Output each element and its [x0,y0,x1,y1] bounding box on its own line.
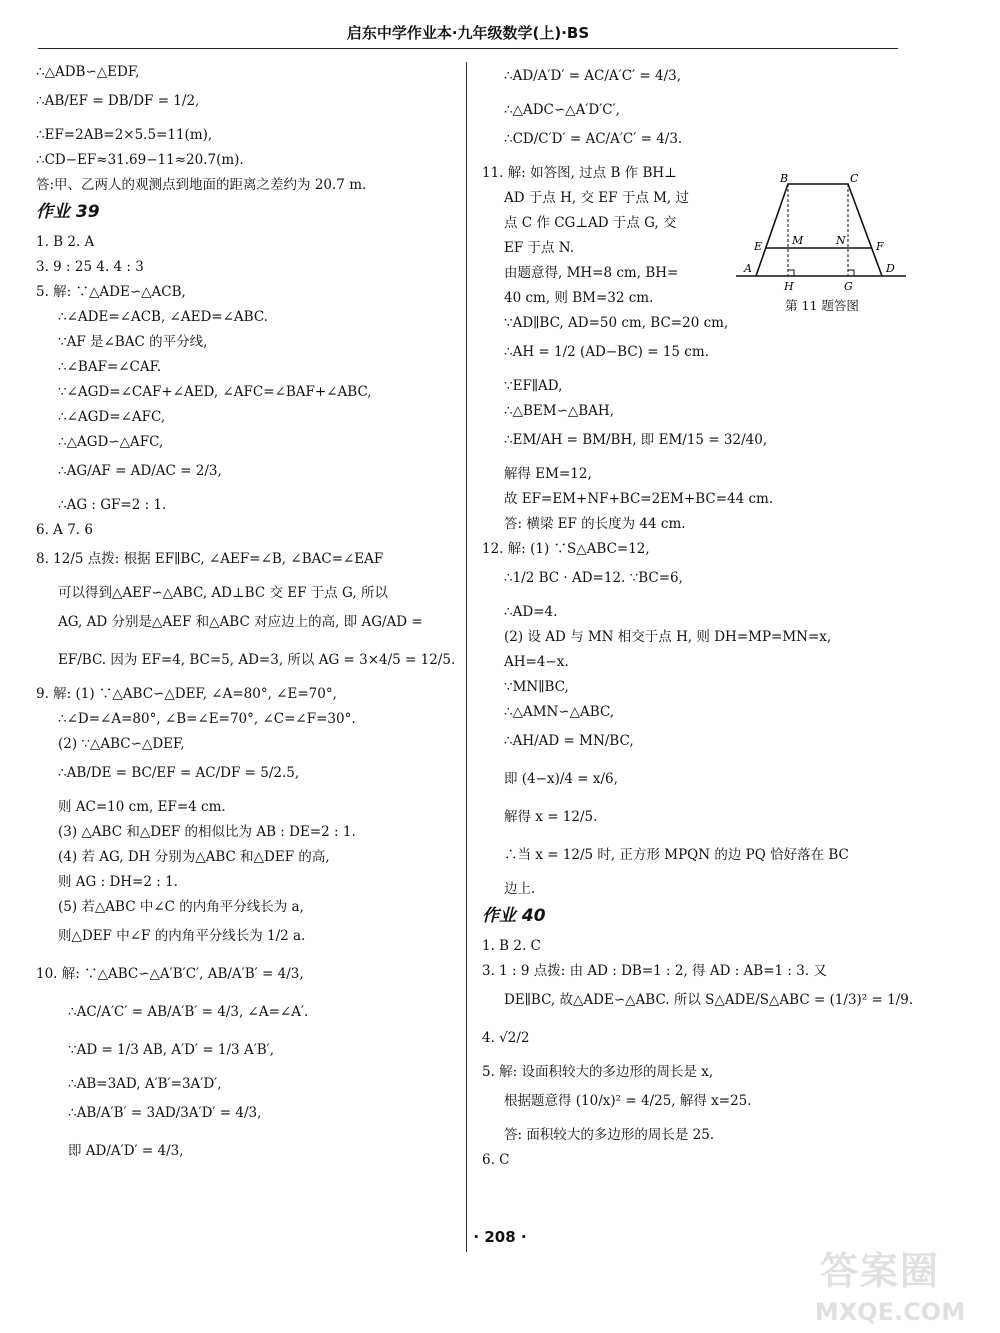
text-line: ∴△AGD∽△AFC, [58,434,164,450]
text-line: ∴AD/A′D′ = AC/A′C′ = 4/3, [504,68,682,84]
text-line: ∴△AMN∽△ABC, [504,704,615,720]
text-line: ∴AG/AF = AD/AC = 2/3, [58,463,222,479]
text-line: (3) △ABC 和△DEF 的相似比为 AB : DE=2 : 1. [58,824,356,840]
text-line: AG, AD 分别是△AEF 和△ABC 对应边上的高, 即 AG/AD = [58,614,423,630]
page-header: 启东中学作业本·九年级数学(上)·BS [346,24,590,42]
text-line: ∴AB=3AD, A′B′=3A′D′, [68,1076,222,1092]
text-line: 4. √2/2 [482,1030,530,1046]
text-line: 答: 横梁 EF 的长度为 44 cm. [504,516,686,532]
text-line: ∵EF∥AD, [504,378,563,394]
label-e: E [754,240,763,253]
column-divider [466,62,467,1252]
text-line: ∴∠AGD=∠AFC, [58,409,166,425]
text-line: 则△DEF 中∠F 的内角平分线长为 1/2 a. [58,928,306,944]
text-line: ∴AC/A′C′ = AB/A′B′ = 4/3, ∠A=∠A′. [68,1004,309,1020]
trapezoid-outline [756,184,882,276]
text-line: 12. 解: (1) ∵S△ABC=12, [482,541,650,557]
right-angle-g [848,270,854,276]
figure-caption: 第 11 题答图 [785,298,859,313]
page-number: · 208 · [473,1228,527,1246]
text-line: 11. 解: 如答图, 过点 B 作 BH⊥ [482,165,677,181]
text-line: ∴∠BAF=∠CAF. [58,359,162,375]
text-line: 答:甲、乙两人的观测点到地面的距离之差约为 20.7 m. [36,177,367,193]
text-line: 3. 9 : 25 4. 4 : 3 [36,259,144,275]
text-line: ∵∠AGD=∠CAF+∠AED, ∠AFC=∠BAF+∠ABC, [58,384,372,400]
label-h: H [784,280,794,293]
text-line: ∴AD=4. [504,604,558,620]
text-line: ∴△ADB∽△EDF, [36,64,140,80]
text-line: 5. 解: 设面积较大的多边形的周长是 x, [482,1064,714,1080]
text-line: 6. C [482,1152,510,1168]
text-line: 边上. [504,881,536,897]
text-line: 则 AC=10 cm, EF=4 cm. [58,799,226,815]
text-line: 由题意得, MH=8 cm, BH= [504,265,679,281]
text-line: DE∥BC, 故△ADE∽△ABC. 所以 S△ADE/S△ABC = (1/3)² = 1/9. [504,992,914,1008]
text-line: 解得 EM=12, [504,466,592,482]
text-line: 即 (4−x)/4 = x/6, [504,771,618,787]
text-line: 10. 解: ∵△ABC∽△A′B′C′, AB/A′B′ = 4/3, [36,966,304,982]
text-line: ∵AD = 1/3 AB, A′D′ = 1/3 A′B′, [68,1042,275,1058]
section-heading: 作业 40 [482,906,546,926]
section-heading: 作业 39 [36,202,100,222]
text-line: ∴AB/EF = DB/DF = 1/2, [36,93,200,109]
right-angle-h [788,270,794,276]
text-line: ∴∠D=∠A=80°, ∠B=∠E=70°, ∠C=∠F=30°. [58,711,356,727]
text-line: (2) 设 AD 与 MN 相交于点 H, 则 DH=MP=MN=x, [504,629,832,645]
text-line: EF 于点 N. [504,240,575,256]
label-d: D [886,262,895,275]
text-line: 故 EF=EM+NF+BC=2EM+BC=44 cm. [504,491,774,507]
text-line: ∵MN∥BC, [504,679,569,695]
text-line: ∴1/2 BC · AD=12. ∵BC=6, [504,570,683,586]
text-line: ∴CD/C′D′ = AC/A′C′ = 4/3. [504,131,683,147]
label-n: N [836,234,846,247]
watermark [810,1236,970,1326]
text-line: ∴EM/AH = BM/BH, 即 EM/15 = 32/40, [504,432,768,448]
text-line: ∴EF=2AB=2×5.5=11(m), [36,127,213,143]
watermark-text: MXQE.COM [814,1298,966,1326]
text-line: ∴AB/DE = BC/EF = AC/DF = 5/2.5, [58,765,300,781]
text-line: ∴AG : GF=2 : 1. [58,497,167,513]
label-c: C [850,172,859,185]
text-line: ∴AH/AD = MN/BC, [504,733,634,749]
left-column [36,60,456,1173]
text-line: 1. B 2. A [36,234,95,250]
text-line: ∴AH = 1/2 (AD−BC) = 15 cm. [504,344,709,360]
text-line: 8. 12/5 点拨: 根据 EF∥BC, ∠AEF=∠B, ∠BAC=∠EAF [36,551,384,567]
label-b: B [780,172,789,185]
text-line: 答: 面积较大的多边形的周长是 25. [504,1127,715,1143]
text-line: EF/BC. 因为 EF=4, BC=5, AD=3, 所以 AG = 3×4/5 = 12/5. [58,652,456,668]
text-line: ∴∠ADE=∠ACB, ∠AED=∠ABC. [58,309,268,325]
text-line: ∴CD−EF≈31.69−11≈20.7(m). [36,152,244,168]
text-line: AH=4−x. [504,654,569,670]
text-line: ∵AF 是∠BAC 的平分线, [58,334,208,350]
text-line: 9. 解: (1) ∵△ABC∽△DEF, ∠A=80°, ∠E=70°, [36,686,337,702]
text-line: (4) 若 AG, DH 分别为△ABC 和△DEF 的高, [58,849,330,865]
text-line: (2) ∵△ABC∽△DEF, [58,736,185,752]
trapezoid-diagram [736,172,908,294]
text-line: 即 AD/A′D′ = 4/3, [68,1143,184,1159]
text-line: ∴△ADC∽△A′D′C′, [504,102,620,118]
watermark-glyph: 答案圈 [820,1249,941,1293]
text-line: ∴AB/A′B′ = 3AD/3A′D′ = 4/3, [68,1105,262,1121]
text-line: ∴当 x = 12/5 时, 正方形 MPQN 的边 PQ 恰好落在 BC [504,847,849,863]
label-g: G [844,280,853,293]
label-m: M [792,234,804,247]
text-line: ∴△BEM∽△BAH, [504,403,614,419]
text-line: 3. 1 : 9 点拨: 由 AD : DB=1 : 2, 得 AD : AB=1 : 3. 又 [482,963,827,979]
label-f: F [876,240,884,253]
figure-11 [736,172,908,320]
text-line: 1. B 2. C [482,938,541,954]
text-line: 可以得到△AEF∽△ABC, AD⊥BC 交 EF 于点 G, 所以 [58,585,388,601]
text-line: (5) 若△ABC 中∠C 的内角平分线长为 a, [58,899,304,915]
header-rule [38,48,898,49]
label-a: A [744,262,752,275]
text-line: 根据题意得 (10/x)² = 4/25, 解得 x=25. [504,1093,752,1109]
text-line: 5. 解: ∵△ADE∽△ACB, [36,284,186,300]
text-line: 6. A 7. 6 [36,522,93,538]
text-line: 解得 x = 12/5. [504,809,598,825]
text-line: AD 于点 H, 交 EF 于点 M, 过 [504,190,690,206]
text-line: ∵AD∥BC, AD=50 cm, BC=20 cm, [504,315,729,331]
text-line: 点 C 作 CG⊥AD 于点 G, 交 [504,215,677,231]
text-line: 40 cm, 则 BM=32 cm. [504,290,654,306]
text-line: 则 AG : DH=2 : 1. [58,874,178,890]
